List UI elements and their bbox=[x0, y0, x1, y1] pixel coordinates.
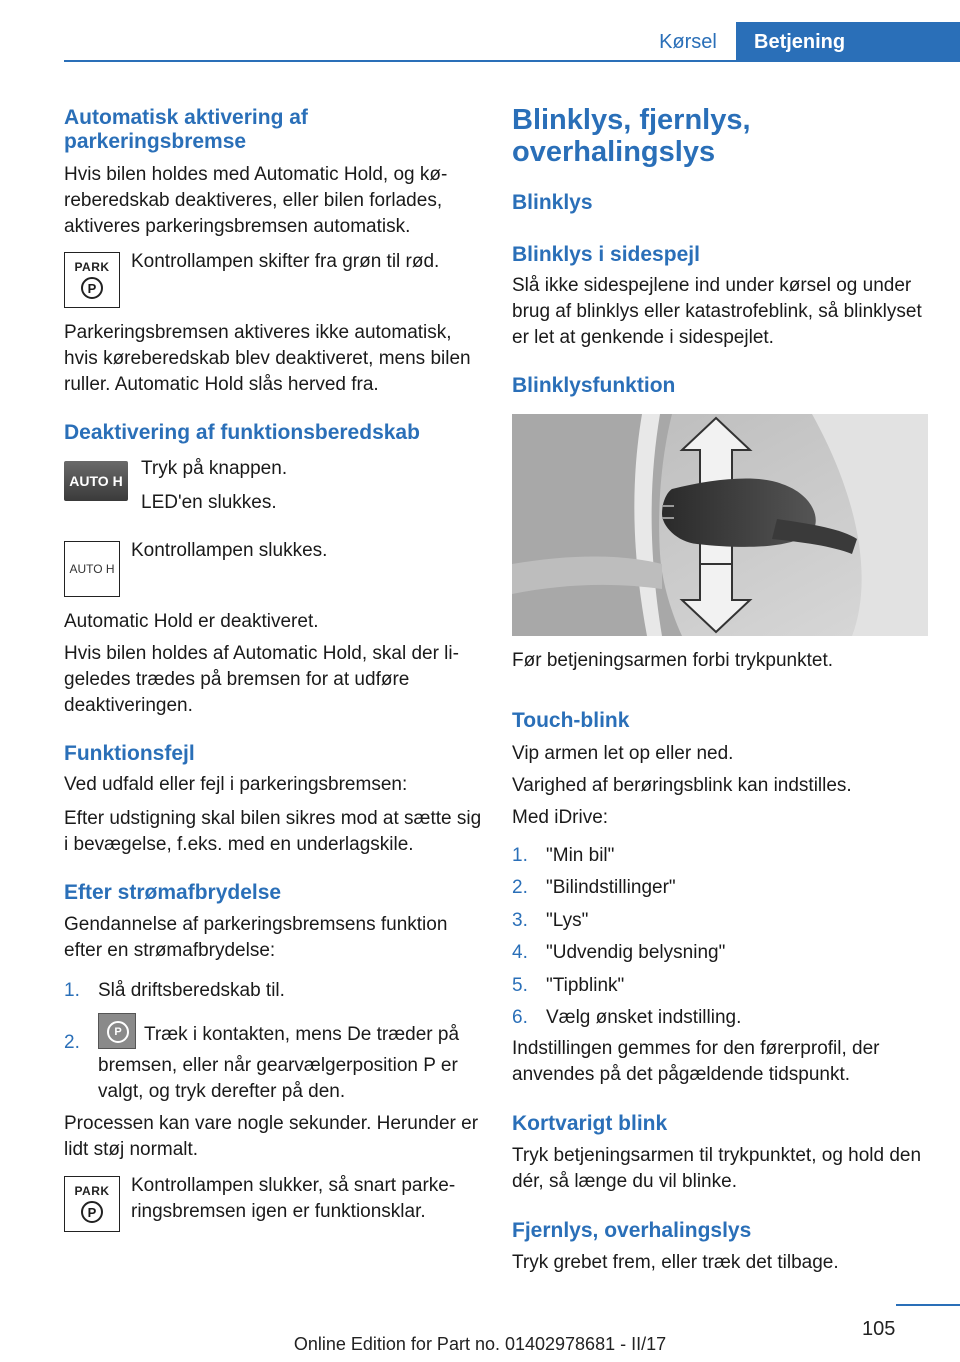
para-malfunction-2: Efter udstigning skal bilen sikres mod at sætte sig i bevægelse, f.eks. med en underlagskile. bbox=[64, 808, 482, 855]
list-item-text: "Lys" bbox=[546, 909, 589, 931]
auto-h-lamp-label: AUTO H bbox=[69, 562, 115, 576]
header-tab-betjening[interactable]: Betjening bbox=[736, 22, 960, 62]
list-item-text: "Min bil" bbox=[546, 845, 615, 866]
para-power-failure: Gendannelse af parkeringsbremsens funktion efter en strømafbrydelse: bbox=[64, 914, 448, 961]
park-icon-label: PARK bbox=[74, 260, 110, 274]
heading-blinklys: Blinklys bbox=[512, 191, 593, 214]
heading-high-beam: Fjernlys, overhalingslys bbox=[512, 1219, 752, 1242]
list-item-text: Træk i kontakten, mens De træder på bremsen, eller når gearvælgerposition P er valgt, og tryk derefter på den. bbox=[98, 1024, 460, 1102]
list-item-number: 4. bbox=[512, 942, 528, 964]
para-high-beam: Tryk grebet frem, eller træk det tilbage. bbox=[512, 1252, 839, 1273]
para-tip-lever: Vip armen let op eller ned. bbox=[512, 743, 734, 764]
park-brake-icon bbox=[64, 252, 120, 308]
heading-malfunction: Funktionsfejl bbox=[64, 742, 195, 765]
heading-short-blink: Kortvarigt blink bbox=[512, 1112, 668, 1135]
press-button-text: Tryk på knappen. bbox=[141, 458, 288, 479]
auto-h-button-label: AUTO H bbox=[69, 473, 123, 489]
turn-signal-lever-image bbox=[512, 414, 928, 636]
park-icon-label: PARK bbox=[74, 1184, 110, 1198]
footer-edition: Online Edition for Part no. 01402978681 - II/17 bbox=[293, 1334, 667, 1354]
list-item bbox=[512, 973, 932, 999]
para-duration: Varighed af berøringsblink kan indstilles. bbox=[512, 775, 852, 796]
list-item-text: "Udvendig belysning" bbox=[546, 942, 726, 964]
para-malfunction-1: Ved udfald eller fejl i parkeringsbremsen: bbox=[64, 774, 408, 795]
circle-p-icon: P bbox=[81, 1201, 103, 1223]
list-item-number: 1. bbox=[512, 845, 528, 866]
note-lamp-green-red: Kontrollampen skifter fra grøn til rød. bbox=[131, 251, 440, 272]
para-not-auto: Parkeringsbremsen aktiveres ikke automatisk, hvis køreberedskab blev deaktiveret, mens bilen ruller. Automatic Hold slås herved fra. bbox=[64, 322, 471, 395]
list-item-number: 2. bbox=[512, 877, 528, 899]
list-item-number: 3. bbox=[512, 909, 528, 931]
footer-rule bbox=[896, 1304, 960, 1306]
park-brake-icon-2 bbox=[64, 1176, 120, 1232]
heading-blink-function: Blinklysfunktion bbox=[512, 374, 676, 397]
page-number: 105 bbox=[862, 1318, 896, 1340]
hold-deactivated-text: Automatic Hold er deaktiveret. bbox=[64, 611, 319, 632]
auto-h-lamp-icon bbox=[64, 541, 120, 597]
heading-power-failure: Efter strømafbrydelse bbox=[64, 881, 282, 904]
para-side-mirror: Slå ikke sidespejlene ind under kørsel og under brug af blinklys eller katastrofeblink, så blinklyset er let at genkende i sidespejlet. bbox=[512, 275, 922, 348]
header-tab-korsel[interactable]: Kørsel bbox=[659, 31, 717, 53]
para-saved: Indstillingen gemmes for den førerprofil, der anvendes på det pågældende tidspunkt. bbox=[512, 1038, 880, 1085]
list-item-number: 2. bbox=[64, 1032, 80, 1053]
power-failure-steps bbox=[64, 978, 484, 1105]
para-auto-activation: Hvis bilen holdes med Automatic Hold, og køreberedskab deaktiveres, eller bilen forlades, aktiveres parkeringsbremsen automatisk. bbox=[64, 164, 448, 237]
list-item bbox=[512, 940, 932, 966]
list-item bbox=[64, 978, 484, 1004]
led-off-text: LED'en slukkes. bbox=[141, 492, 277, 513]
note-lamp-off-ready: Kontrollampen slukker, så snart parkeringsbremsen igen er funktionsklar. bbox=[131, 1175, 456, 1222]
list-item-text: "Tipblink" bbox=[546, 974, 625, 996]
para-hold-deactivation: Hvis bilen holdes af Automatic Hold, skal der ligeledes trædes på bremsen for at udføre deaktiveringen. bbox=[64, 643, 459, 716]
list-item bbox=[512, 843, 932, 869]
auto-h-button-icon bbox=[64, 461, 128, 501]
circle-p-icon: P bbox=[81, 277, 103, 299]
list-item bbox=[64, 1017, 484, 1105]
note-lamp-off: Kontrollampen slukkes. bbox=[131, 540, 328, 561]
lever-illustration bbox=[512, 414, 928, 636]
list-item bbox=[512, 875, 932, 901]
list-item-number: 1. bbox=[64, 980, 80, 1001]
idrive-steps bbox=[512, 843, 932, 1031]
para-idrive: Med iDrive: bbox=[512, 807, 609, 828]
para-process: Processen kan vare nogle sekunder. Herunder er lidt støj normalt. bbox=[64, 1113, 479, 1160]
heading-side-mirror: Blinklys i sidespejl bbox=[512, 243, 700, 266]
list-item-text: "Bilindstillinger" bbox=[546, 877, 676, 899]
list-item bbox=[512, 908, 932, 934]
list-item-text: Vælg ønsket indstilling. bbox=[546, 1006, 742, 1028]
para-short-blink: Tryk betjeningsarmen til trykpunktet, og hold den dér, så længe du vil blinke. bbox=[512, 1145, 922, 1192]
list-item-text: Slå driftsberedskab til. bbox=[98, 980, 285, 1001]
heading-auto-activation: Automatisk aktivering af parkeringsbremse bbox=[64, 106, 308, 153]
heading-deactivate: Deaktivering af funktionsberedskab bbox=[64, 421, 420, 444]
header-rule bbox=[64, 60, 960, 62]
parking-brake-switch-icon: P bbox=[98, 1013, 136, 1049]
list-item-number: 5. bbox=[512, 974, 528, 996]
list-item-number: 6. bbox=[512, 1006, 528, 1028]
heading-main: Blinklys, fjernlys, overhalingslys bbox=[512, 104, 751, 168]
list-item bbox=[512, 1005, 932, 1031]
para-move-lever: Før betjeningsarmen forbi trykpunktet. bbox=[512, 650, 834, 671]
heading-touch-blink: Touch-blink bbox=[512, 709, 630, 732]
